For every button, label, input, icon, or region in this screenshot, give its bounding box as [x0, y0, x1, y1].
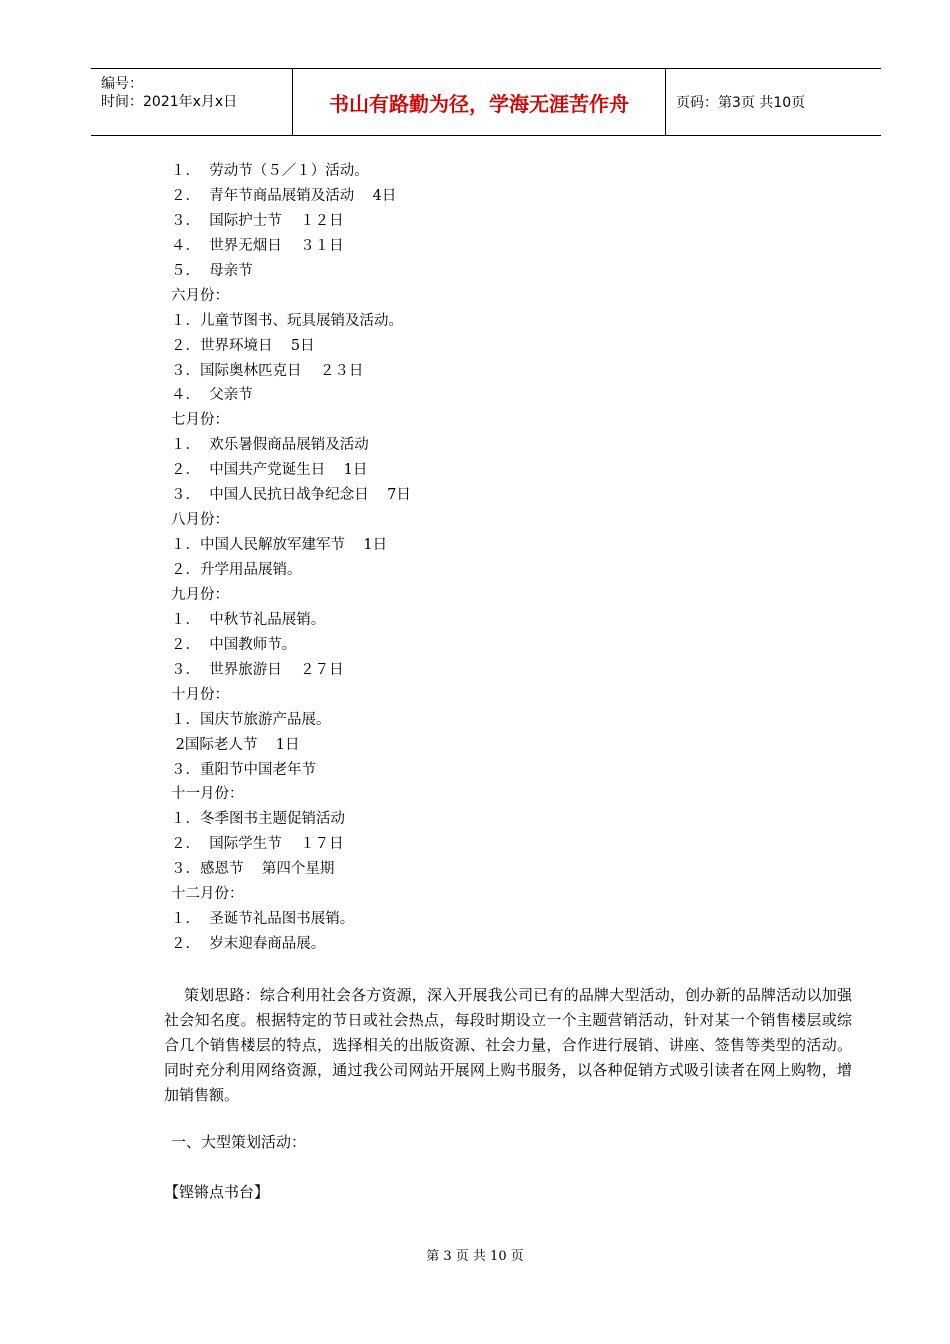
list-line: ４． 世界无烟日 ３１日 [171, 237, 344, 254]
list-line: １．国庆节旅游产品展。 [171, 711, 331, 728]
list-line: 九月份： [171, 586, 229, 603]
list-line: １．中国人民解放军建军节 1日 [171, 537, 388, 554]
list-line: 十二月份： [171, 886, 244, 903]
list-line: ４． 父亲节 [171, 387, 253, 404]
list-line: ２． 青年节商品展销及活动 4日 [171, 187, 397, 204]
list-line: １． 欢乐暑假商品展销及活动 [171, 437, 369, 454]
list-line: １． 圣诞节礼品图书展销。 [171, 911, 355, 928]
list-line: ３．国际奥林匹克日 ２３日 [171, 362, 364, 379]
list-line: 六月份： [171, 287, 229, 304]
list-line: ２． 岁末迎春商品展。 [171, 936, 326, 953]
list-line: ３．感恩节 第四个星期 [171, 861, 335, 878]
section-subheading: 【铿锵点书台】 [164, 1183, 270, 1201]
list-line: ２． 中国共产党诞生日 1日 [171, 462, 368, 479]
list-line: １．儿童节图书、玩具展销及活动。 [171, 312, 403, 329]
list-line: ３． 国际护士节 １２日 [171, 212, 344, 229]
list-line: 七月份： [171, 412, 229, 429]
event-calendar-list [171, 159, 411, 957]
planning-text: 策划思路：综合利用社会各方资源，深入开展我公司已有的品牌大型活动，创办新的品牌活动以加强社会知名度。根据特定的节日或社会热点，每段时期设立一个主题营销活动，针对某一个销售楼层或综合几个销售楼层的特点，选择相关的出版资源、社会力量，合作进行展销、讲座、签售等类型的活动。同时充分利用网络资源，通过我公司网站开展网上购书服务，以各种促销方式吸引读者在网上购物，增加销售额。 [164, 986, 852, 1104]
section-heading: 一、大型策划活动： [171, 1133, 307, 1151]
header-motto: 书山有路勤为径，学海无涯苦作舟 [293, 69, 666, 135]
list-line: ３． 世界旅游日 ２７日 [171, 661, 344, 678]
list-line: １． 中秋节礼品展销。 [171, 611, 326, 628]
list-line: ２． 国际学生节 １７日 [171, 836, 344, 853]
list-line: 八月份： [171, 512, 229, 529]
list-line: ２． 中国教师节。 [171, 636, 297, 653]
list-line: ５． 母亲节 [171, 262, 253, 279]
header-page-number: 页码：第3页 共10页 [676, 95, 806, 111]
list-line: ３．重阳节中国老年节 [171, 761, 316, 778]
list-line: ２．世界环境日 5日 [171, 337, 315, 354]
page-footer: 第 3 页 共 10 页 [426, 1249, 524, 1264]
list-line: ２．升学用品展销。 [171, 562, 302, 578]
header-info-cell [91, 69, 293, 135]
list-line: 十一月份： [171, 786, 244, 803]
list-line: ３． 中国人民抗日战争纪念日 7日 [171, 487, 411, 504]
page-header [91, 68, 881, 136]
list-line: 2国际老人节 1日 [171, 736, 300, 753]
list-line: １． 劳动节（５／１）活动。 [171, 163, 369, 179]
header-time: 时间：2021年x月x日 [101, 94, 238, 110]
planning-paragraph [164, 983, 852, 1108]
list-line: 十月份： [171, 686, 229, 703]
header-number: 编号： [101, 76, 143, 92]
list-line: １．冬季图书主题促销活动 [171, 811, 345, 828]
